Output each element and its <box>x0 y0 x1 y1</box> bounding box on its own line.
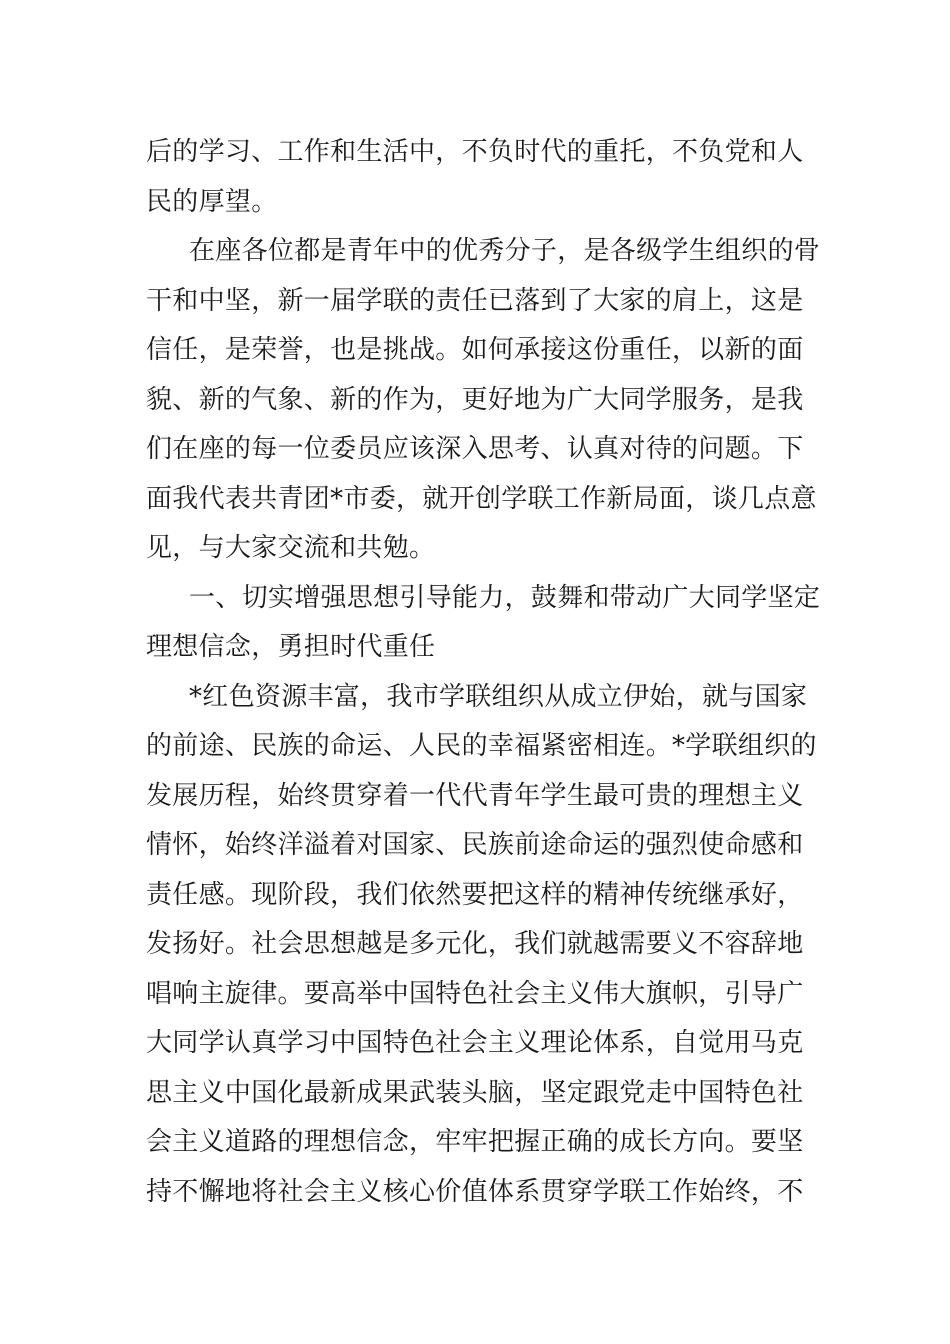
body-text <box>146 128 821 1217</box>
text-line: 发展历程，始终贯穿着一代代青年学生最可贵的理想主义 <box>146 780 804 811</box>
text-line: 干和中坚，新一届学联的责任已落到了大家的肩上，这是 <box>146 285 804 316</box>
text-line: 情怀，始终洋溢着对国家、民族前途命运的强烈使命感和 <box>146 830 804 860</box>
section-heading-line: 理想信念，勇担时代重任 <box>146 632 436 662</box>
text-line: 面我代表共青团*市委，就开创学联工作新局面，谈几点意 <box>146 483 817 514</box>
text-line: 信任，是荣誉，也是挑战。如何承接这份重任，以新的面 <box>146 335 804 365</box>
paragraph-start-line: *红色资源丰富，我市学联组织从成立伊始，就与国家 <box>189 681 808 712</box>
text-line: 思主义中国化最新成果武装头脑，坚定跟党走中国特色社 <box>146 1077 804 1108</box>
text-line: 貌、新的气象、新的作为，更好地为广大同学服务，是我 <box>146 384 804 415</box>
section-heading-line: 一、切实增强思想引导能力，鼓舞和带动广大同学坚定 <box>189 582 821 613</box>
text-line: 发扬好。社会思想越是多元化，我们就越需要义不容辞地 <box>146 929 804 959</box>
paragraph-start-line: 在座各位都是青年中的优秀分子，是各级学生组织的骨 <box>189 236 821 266</box>
text-line: 们在座的每一位委员应该深入思考、认真对待的问题。下 <box>146 434 804 464</box>
text-line: 的前途、民族的命运、人民的幸福紧密相连。*学联组织的 <box>146 731 817 761</box>
text-line: 唱响主旋律。要高举中国特色社会主义伟大旗帜，引导广 <box>146 978 804 1009</box>
text-line: 持不懈地将社会主义核心价值体系贯穿学联工作始终，不 <box>146 1176 804 1207</box>
text-line: 见，与大家交流和共勉。 <box>146 533 436 563</box>
text-line: 会主义道路的理想信念，牢牢把握正确的成长方向。要坚 <box>146 1127 804 1157</box>
text-line: 民的厚望。 <box>146 186 278 217</box>
text-line: 后的学习、工作和生活中，不负时代的重托，不负党和人 <box>146 137 804 167</box>
text-line: 大同学认真学习中国特色社会主义理论体系，自觉用马克 <box>146 1028 804 1058</box>
text-line: 责任感。现阶段，我们依然要把这样的精神传统继承好， <box>146 879 804 910</box>
